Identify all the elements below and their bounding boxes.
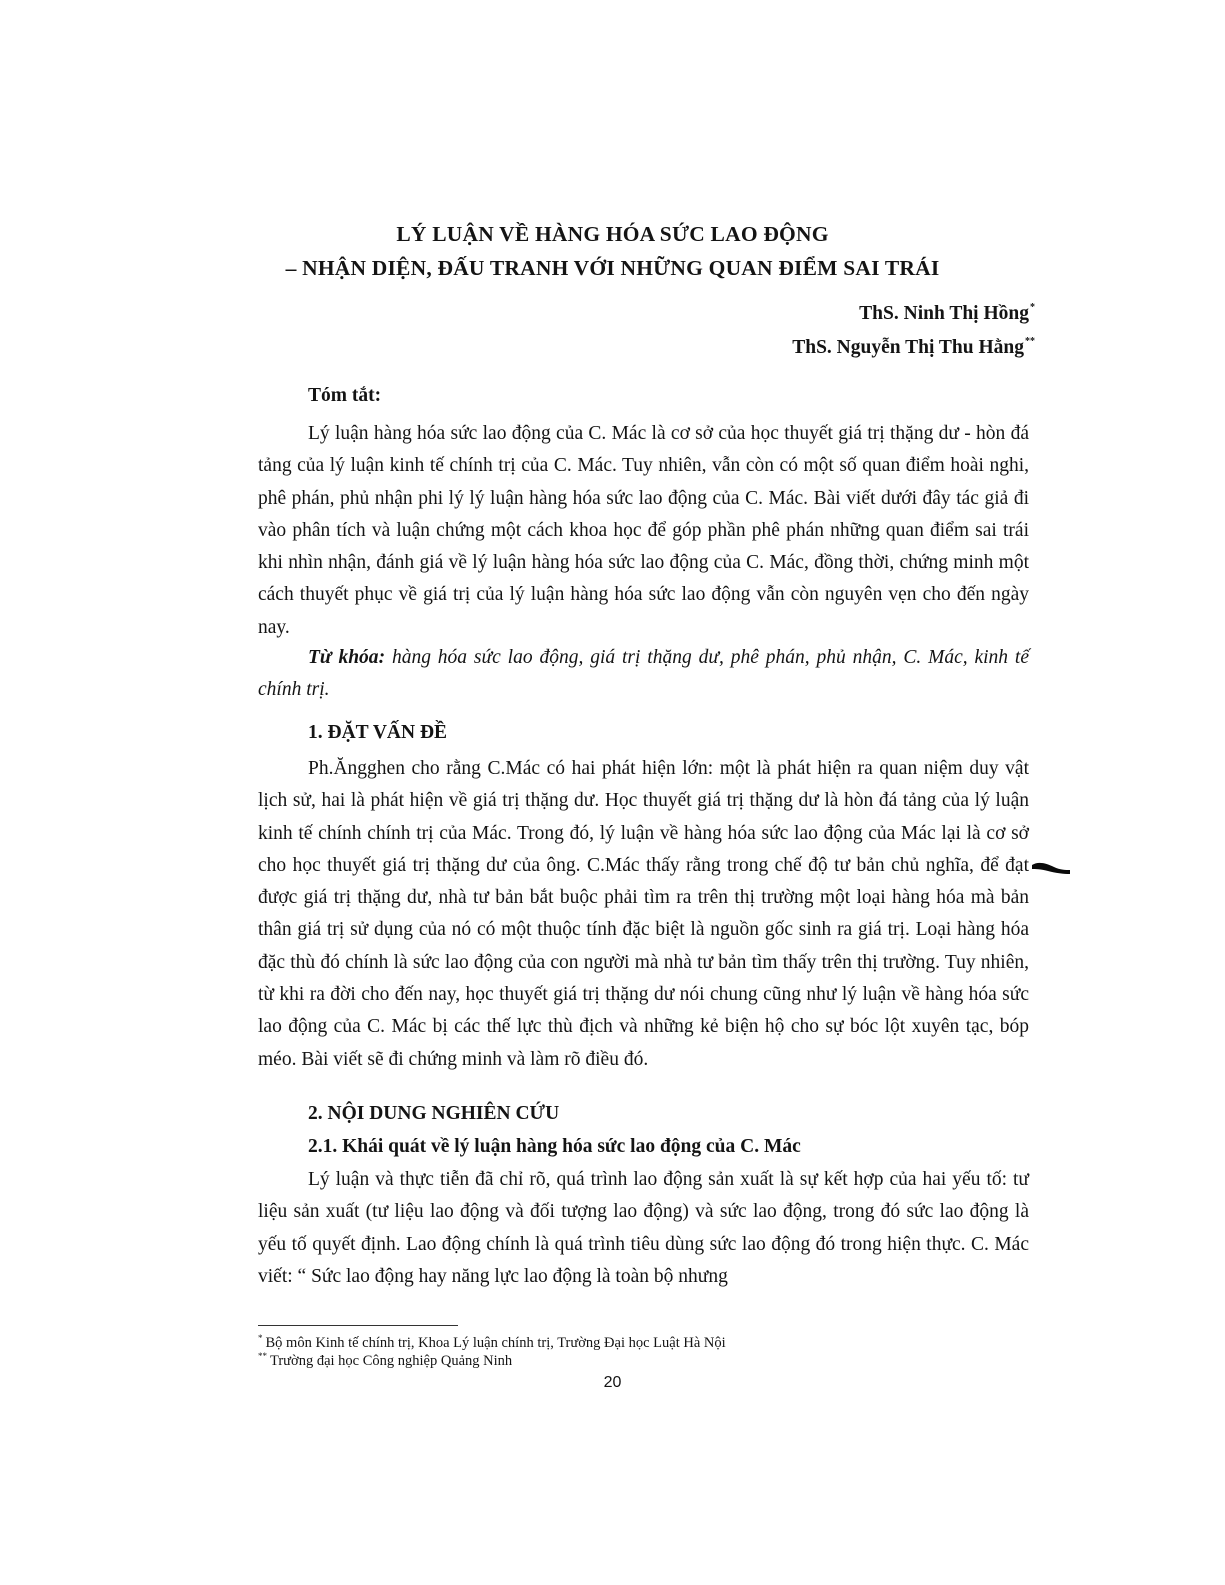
section-1-block — [258, 753, 1029, 1076]
footnote-2 — [258, 1351, 512, 1370]
section-2-block — [258, 1164, 1029, 1293]
ink-stroke — [1032, 863, 1070, 874]
page-number: 20 — [603, 1374, 622, 1391]
footnote-1 — [258, 1333, 726, 1352]
section-2-1-heading-block — [258, 1136, 1029, 1158]
article-title-line-2: – NHẬN DIỆN, ĐẤU TRANH VỚI NHỮNG QUAN ĐIỂM SAI TRÁI — [285, 256, 940, 280]
keywords-paragraph — [258, 642, 1029, 707]
keywords-text: hàng hóa sức lao động, giá trị thặng dư, phê phán, phủ nhận, C. Mác, kinh tế chính trị. — [258, 647, 1029, 701]
section-2-paragraph: Lý luận và thực tiễn đã chỉ rõ, quá trình lao động sản xuất là sự kết hợp của hai yếu tố: tư liệu sản xuất (tư liệu lao động và đối tượng lao động) và sức lao động, trong đó sức lao động là yếu tố quyết định. Lao động chính là quá trình tiêu dùng sức lao động đó trong hiện thực. C. Mác viết: “ Sức lao động hay năng lực lao động là toàn bộ nhưng — [258, 1169, 1029, 1287]
keywords-colon: : — [378, 647, 392, 668]
footnote-mark: ** — [258, 1351, 267, 1361]
section-heading: 1. ĐẶT VẤN ĐỀ — [308, 722, 448, 743]
keywords-label: Từ khóa — [308, 647, 379, 668]
abstract-heading: Tóm tắt: — [308, 385, 382, 406]
footnote-text: Bộ môn Kinh tế chính trị, Khoa Lý luận chính trị, Trường Đại học Luật Hà Nội — [265, 1335, 726, 1351]
abstract-paragraph: Lý luận hàng hóa sức lao động của C. Mác là cơ sở của học thuyết giá trị thặng dư - hòn đá tảng của lý luận kinh tế chính trị của C. Mác. Tuy nhiên, vẫn còn có một số quan điểm hoài nghi, phê phán, phủ nhận phi lý lý luận hàng hóa sức lao động của C. Mác. Bài viết dưới đây tác giả đi vào phân tích và luận chứng một cách khoa học để góp phần phê phán những quan điểm sai trái khi nhìn nhận, đánh giá về lý luận hàng hóa sức lao động của C. Mác, đồng thời, chứng minh một cách thuyết phục về giá trị của lý luận hàng hóa sức lao động vẫn còn nguyên vẹn cho đến ngày nay. — [258, 423, 1029, 638]
section-heading: 2. NỘI DUNG NGHIÊN CỨU — [308, 1103, 560, 1124]
footnote-separator — [258, 1325, 458, 1326]
abstract-heading-block — [258, 385, 1029, 407]
author-footnote-mark: ** — [1025, 336, 1035, 347]
section-1-heading-block — [258, 722, 1029, 744]
article-title-line-1: LÝ LUẬN VỀ HÀNG HÓA SỨC LAO ĐỘNG — [396, 222, 829, 246]
subsection-heading: 2.1. Khái quát về lý luận hàng hóa sức lao động của C. Mác — [308, 1136, 801, 1157]
abstract-block — [258, 418, 1029, 644]
author-name: ThS. Nguyễn Thị Thu Hằng — [792, 337, 1024, 358]
margin-ink-mark — [1030, 860, 1072, 876]
section-1-paragraph: Ph.Ăngghen cho rằng C.Mác có hai phát hiện lớn: một là phát hiện ra quan niệm duy vật lịch sử, hai là phát hiện về giá trị thặng dư. Học thuyết giá trị thặng dư là hòn đá tảng của lý luận kinh tế chính chính trị của Mác. Trong đó, lý luận về hàng hóa sức lao động của Mác lại là cơ sở cho học thuyết giá trị thặng dư của ông. C.Mác thấy rằng trong chế độ tư bản chủ nghĩa, để đạt được giá trị thặng dư, nhà tư bản bắt buộc phải tìm ra trên thị trường một loại hàng hóa mà bản thân giá trị sử dụng của nó có một thuộc tính đặc biệt là nguồn gốc sinh ra giá trị. Loại hàng hóa đặc thù đó chính là sức lao động của con người mà nhà tư bản tìm thấy trên thị trường. Tuy nhiên, từ khi ra đời cho đến nay, học thuyết giá trị thặng dư nói chung cũng như lý luận về hàng hóa sức lao động của C. Mác bị các thế lực thù địch và những kẻ biện hộ cho sự bóc lột xuyên tạc, bóp méo. Bài viết sẽ đi chứng minh và làm rõ điều đó. — [258, 758, 1029, 1070]
author-name: ThS. Ninh Thị Hồng — [859, 303, 1029, 324]
author-2 — [792, 336, 1035, 359]
keywords-block — [258, 642, 1029, 707]
author-1 — [859, 302, 1035, 325]
author-footnote-mark: * — [1030, 302, 1035, 313]
section-2-heading-block — [258, 1103, 1029, 1125]
footnote-text: Trường đại học Công nghiệp Quảng Ninh — [270, 1353, 513, 1369]
footnote-mark: * — [258, 1333, 263, 1343]
